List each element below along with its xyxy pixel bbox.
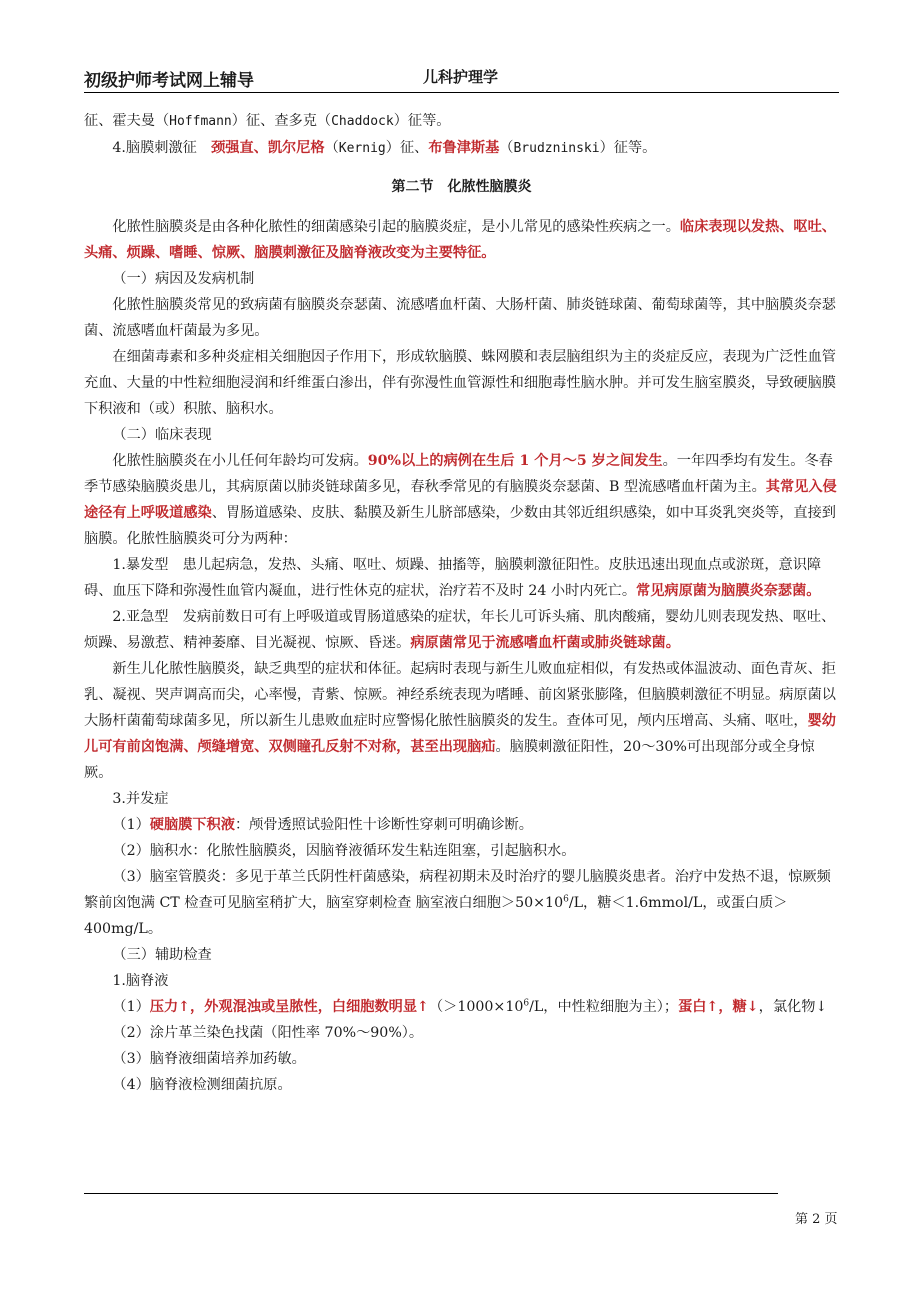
text-run: （＞1000×10: [428, 999, 524, 1015]
clinical-paragraph-1: [84, 448, 839, 552]
carryover-line: [84, 108, 839, 135]
fulminant-type-paragraph: [84, 552, 839, 604]
text-run: 4.脑膜刺激征: [112, 140, 212, 156]
exam-item-4: （4）脑脊液检测细菌抗原。: [112, 1077, 292, 1093]
highlight-text: 硬脑膜下积液: [149, 817, 235, 833]
text-run: （3）脑室管膜炎：多见于革兰氏阴性杆菌感染，病程初期未及时治疗的婴儿脑膜炎患者。治疗中发热不退，惊厥频繁前囟饱满 CT 检查可见脑室稍扩大，脑室穿刺检查 脑室液白细胞＞50×10: [84, 869, 831, 911]
complication-item-3: [84, 864, 839, 942]
intro-paragraph: [84, 214, 839, 266]
footer-divider: [84, 1193, 778, 1194]
highlight-text: 压力↑，外观混浊或呈脓性，白细胞数明显↑: [149, 999, 429, 1015]
complications-heading: 3.并发症: [112, 791, 169, 807]
highlight-text: 临床表现以发热、呕吐、头痛、烦躁、嗜睡、惊厥、脑膜刺激征及脑脊液改变为主要特征。: [84, 219, 836, 261]
text-run: ）征等。: [393, 113, 451, 129]
highlight-text: 布鲁津斯基: [428, 140, 500, 156]
text-run: （1）: [112, 817, 150, 833]
cause-paragraph-2: 在细菌毒素和多种炎症相关细胞因子作用下，形成软脑膜、蛛网膜和表层脑组织为主的炎症反应，表现为广泛性血管充血、大量的中性粒细胞浸润和纤维蛋白渗出，伴有弥漫性血管源性和细胞毒性脑水肿。并可发生脑室膜炎，导致硬脑膜下积液和（或）积脓、脑积水。: [84, 349, 836, 417]
header-title: 初级护师考试网上辅导: [84, 71, 254, 91]
exam-item-1: [84, 994, 839, 1020]
highlight-text: 颈强直、凯尔尼格: [211, 140, 325, 156]
highlight-text: 婴幼儿可有前囟饱满、颅缝增宽、双侧瞳孔反射不对称，甚至出现脑疝: [84, 713, 836, 755]
text-run: ：颅骨透照试验阳性十诊断性穿刺可明确诊断。: [234, 817, 533, 833]
meningeal-signs-line: [84, 135, 839, 162]
text-run: ）征等。: [599, 140, 657, 156]
subacute-type-paragraph: [84, 604, 839, 656]
text-run: Chaddock: [331, 114, 394, 129]
complication-item-2: （2）脑积水：化脓性脑膜炎，因脑脊液循环发生粘连阻塞，引起脑积水。: [112, 843, 576, 859]
exam-heading: （三）辅助检查: [112, 947, 212, 963]
neonatal-paragraph: [84, 656, 839, 786]
text-run: ）征、查多克（: [231, 113, 332, 129]
section-title: 第二节 化脓性脑膜炎: [391, 179, 532, 195]
text-run: ）征、: [385, 140, 429, 156]
text-run: 化脓性脑膜炎在小儿任何年龄均可发病。: [112, 453, 368, 469]
text-run: ，氯化物↓: [758, 999, 828, 1015]
text-run: 征、霍夫曼（: [84, 113, 170, 129]
cause-heading: （一）病因及发病机制: [112, 271, 255, 287]
complication-item-1: [84, 812, 839, 838]
text-run: 2.亚急型 发病前数日可有上呼吸道或胃肠道感染的症状，年长儿可诉头痛、肌肉酸痛，婴幼儿则表现发热、呕吐、烦躁、易激惹、精神萎靡、目光凝视、惊厥、昏迷。: [84, 609, 836, 651]
exam-item-2: （2）涂片革兰染色找菌（阳性率 70%～90%）。: [112, 1025, 424, 1041]
text-run: Hoffmann: [169, 114, 232, 129]
text-run: Kernig: [338, 141, 386, 156]
highlight-text: 其常见入侵途径有上呼吸道感染: [84, 479, 837, 521]
document-body: [84, 108, 839, 1098]
clinical-heading: （二）临床表现: [112, 427, 212, 443]
page-number: 第 2 页: [795, 1212, 838, 1227]
text-run: （: [499, 140, 514, 156]
text-run: 。脑膜刺激征阳性，20～30%可出现部分或全身惊厥。: [84, 739, 815, 781]
text-run: 。一年四季均有发生。冬春季节感染脑膜炎患儿，其病原菌以肺炎链球菌多见，春秋季常见的有脑膜炎奈瑟菌、B 型流感嗜血杆菌为主。: [84, 453, 833, 495]
text-run: 化脓性脑膜炎是由各种化脓性的细菌感染引起的脑膜炎症，是小儿常见的感染性疾病之一。: [112, 219, 680, 235]
text-run: /L，中性粒细胞为主）；: [529, 999, 679, 1015]
text-run: 新生儿化脓性脑膜炎，缺乏典型的症状和体征。起病时表现与新生儿败血症相似，有发热或体温波动、面色青灰、拒乳、凝视、哭声调高而尖，心率慢，青紫、惊厥。神经系统表现为嗜睡、前囟紧张膨隆，但脑膜刺激征不明显。病原菌以大肠杆菌葡萄球菌多见，所以新生儿患败血症时应警惕化脓性脑膜炎的发生。查体可见，颅内压增高、头痛、呕吐，: [84, 661, 836, 729]
text-run: （: [324, 140, 339, 156]
exam-subheading: 1.脑脊液: [112, 973, 169, 989]
page-header: [84, 66, 839, 93]
exam-item-3: （3）脑脊液细菌培养加药敏。: [112, 1051, 306, 1067]
superscript: 6: [563, 894, 569, 905]
text-run: /L，糖＜1.6mmol/L，或蛋白质＞400mg/L。: [84, 895, 788, 937]
highlight-text: 常见病原菌为脑膜炎奈瑟菌。: [636, 583, 821, 599]
cause-paragraph-1: 化脓性脑膜炎常见的致病菌有脑膜炎奈瑟菌、流感嗜血杆菌、大肠杆菌、肺炎链球菌、葡萄球菌等，其中脑膜炎奈瑟菌、流感嗜血杆菌最为多见。: [84, 297, 836, 339]
highlight-text: 蛋白↑，糖↓: [678, 999, 759, 1015]
highlight-text: 病原菌常见于流感嗜血杆菌或肺炎链球菌。: [410, 635, 680, 651]
highlight-text: 90%以上的病例在生后 1 个月～5 岁之间发生: [367, 453, 663, 469]
header-subject: 儿科护理学: [423, 68, 499, 86]
text-run: （1）: [112, 999, 150, 1015]
text-run: 、胃肠道感染、皮肤、黏膜及新生儿脐部感染，少数由其邻近组织感染，如中耳炎乳突炎等，直接到脑膜。化脓性脑膜炎可分为两种：: [84, 505, 836, 547]
superscript: 6: [523, 998, 530, 1009]
text-run: Brudzninski: [513, 141, 600, 156]
text-run: 1.暴发型 患儿起病急，发热、头痛、呕吐、烦躁、抽搐等，脑膜刺激征阳性。皮肤迅速出现血点或淤斑，意识障碍、血压下降和弥漫性血管内凝血，进行性休克的症状，治疗若不及时 24 小时内死亡。: [84, 557, 822, 599]
